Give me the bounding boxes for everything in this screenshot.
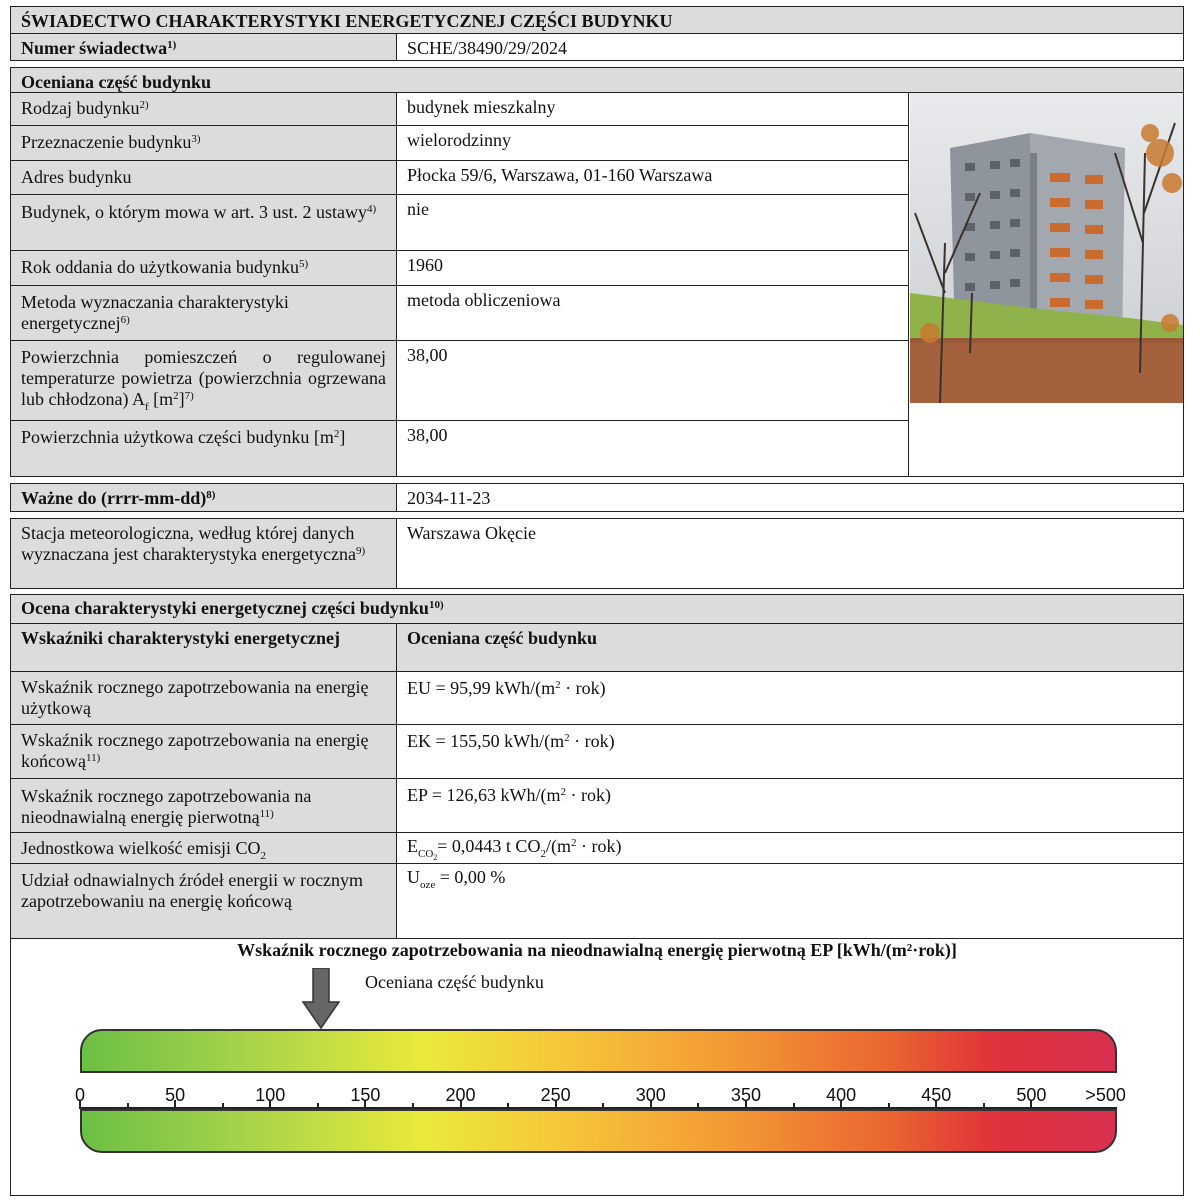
scale-label: 50 — [165, 1085, 186, 1105]
scale-label: 350 — [730, 1085, 761, 1105]
weather-station-value: Warszawa Okęcie — [396, 518, 1184, 589]
building-photo-image — [910, 93, 1183, 403]
building-purpose-label: Przeznaczenie budynku$^{3)}$ — [10, 125, 397, 161]
co2-label: Jednostkowa wielkość emisji $CO_2$ — [10, 832, 397, 864]
art3-building-value: nie — [396, 194, 909, 251]
scale-minor-tick — [888, 1103, 890, 1109]
scale-label: 100 — [255, 1085, 286, 1105]
scale-minor-tick — [793, 1103, 795, 1109]
ep-scale-bar-top — [80, 1029, 1117, 1073]
ep-label: Wskaźnik rocznego zapotrzebowania na nieodnawialną energię pierwotną$^{11)}$ — [10, 778, 397, 833]
indicators-col-header: Wskaźniki charakterystyki energetycznej — [10, 623, 397, 672]
ek-value: EK = 155,50 kWh/$(m^2 \cdot rok)$ — [396, 724, 1184, 779]
oze-label: Udział odnawialnych źródeł energii w rocznym zapotrzebowaniu na energię końcową — [10, 863, 397, 939]
scale-minor-tick — [222, 1103, 224, 1109]
ek-label: Wskaźnik rocznego zapotrzebowania na energię końcową$^{11)}$ — [10, 724, 397, 779]
certificate-number-label: Numer świadectwa$^{1)}$ — [10, 33, 397, 61]
scale-minor-tick — [983, 1103, 985, 1109]
certificate-number-value: SCHE/38490/29/2024 — [396, 33, 1184, 61]
scale-label: 500 — [1016, 1085, 1047, 1105]
assessment-section-header: Ocena charakterystyki energetycznej części budynku$^{10)}$ — [10, 594, 1184, 624]
method-value: metoda obliczeniowa — [396, 285, 909, 341]
scale-minor-tick — [697, 1103, 699, 1109]
scale-minor-tick — [127, 1103, 129, 1109]
document-title-text: ŚWIADECTWO CHARAKTERYSTYKI ENERGETYCZNEJ CZĘŚCI BUDYNKU — [21, 11, 673, 31]
eu-label: Wskaźnik rocznego zapotrzebowania na energię użytkową — [10, 671, 397, 725]
year-built-value: 1960 — [396, 250, 909, 286]
scale-label: 0 — [74, 1085, 86, 1105]
ep-scale-bar-bottom — [80, 1109, 1117, 1153]
oze-value: $U_{oze} = 0,00$ % — [396, 863, 1184, 939]
scale-label: 250 — [540, 1085, 571, 1105]
scale-label: 400 — [826, 1085, 857, 1105]
eu-value: EU = 95,99 kWh/$(m^2 \cdot rok)$ — [396, 671, 1184, 725]
co2-value: $E_{CO_2}= 0,0443$ t $CO_2/(m^2 \cdot rok)$ — [396, 832, 1184, 864]
ep-value: EP = 126,63 kWh/$(m^2 \cdot rok)$ — [396, 778, 1184, 833]
scale-label: >500 — [1085, 1085, 1126, 1105]
scale-label: 300 — [635, 1085, 666, 1105]
document-title — [10, 6, 1184, 34]
ep-marker-arrow-icon — [301, 968, 341, 1030]
valid-until-value: 2034-11-23 — [396, 483, 1184, 512]
usable-area-value: 38,00 — [396, 420, 909, 477]
ep-scale-title: Wskaźnik rocznego zapotrzebowania na nieodnawialną energię pierwotną EP [kWh/(m²·rok)] — [237, 940, 957, 960]
building-type-value: budynek mieszkalny — [396, 92, 909, 126]
scale-label: 150 — [350, 1085, 381, 1105]
scale-minor-tick — [602, 1103, 604, 1109]
year-built-label: Rok oddania do użytkowania budynku$^{5)}$ — [10, 250, 397, 286]
usable-area-label: Powierzchnia użytkowa części budynku $[m^2]$ — [10, 420, 397, 477]
heated-area-value: 38,00 — [396, 340, 909, 421]
scale-label: 200 — [445, 1085, 476, 1105]
method-label: Metoda wyznaczania charakterystyki energetycznej$^{6)}$ — [10, 285, 397, 341]
ep-scale-axis — [80, 1107, 1117, 1109]
scale-label: 450 — [921, 1085, 952, 1105]
scale-minor-tick — [412, 1103, 414, 1109]
art3-building-label: Budynek, o którym mowa w art. 3 ust. 2 ustawy$^{4)}$ — [10, 194, 397, 251]
valid-until-label: Ważne do (rrrr-mm-dd)$^{8)}$ — [10, 483, 397, 512]
scale-minor-tick — [507, 1103, 509, 1109]
building-purpose-value: wielorodzinny — [396, 125, 909, 161]
scale-minor-tick — [317, 1103, 319, 1109]
assessed-part-col-header: Oceniana część budynku — [396, 623, 1184, 672]
building-photo — [910, 93, 1183, 403]
building-address-label: Adres budynku — [10, 160, 397, 195]
building-section-header: Oceniana część budynku — [10, 67, 1184, 93]
building-address-value: Płocka 59/6, Warszawa, 01-160 Warszawa — [396, 160, 909, 195]
weather-station-label: Stacja meteorologiczna, według której danych wyznaczana jest charakterystyka energetyczna$^{9)}$ — [10, 518, 397, 589]
building-type-label: Rodzaj budynku$^{2)}$ — [10, 92, 397, 126]
heated-area-label: Powierzchnia pomieszczeń o regulowanej temperaturze powietrza (powierzchnia ogrzewana lub chłodzona) $A_f$ $[m^2]^{7)}$ — [10, 340, 397, 421]
ep-marker-label: Oceniana część budynku — [365, 972, 544, 992]
